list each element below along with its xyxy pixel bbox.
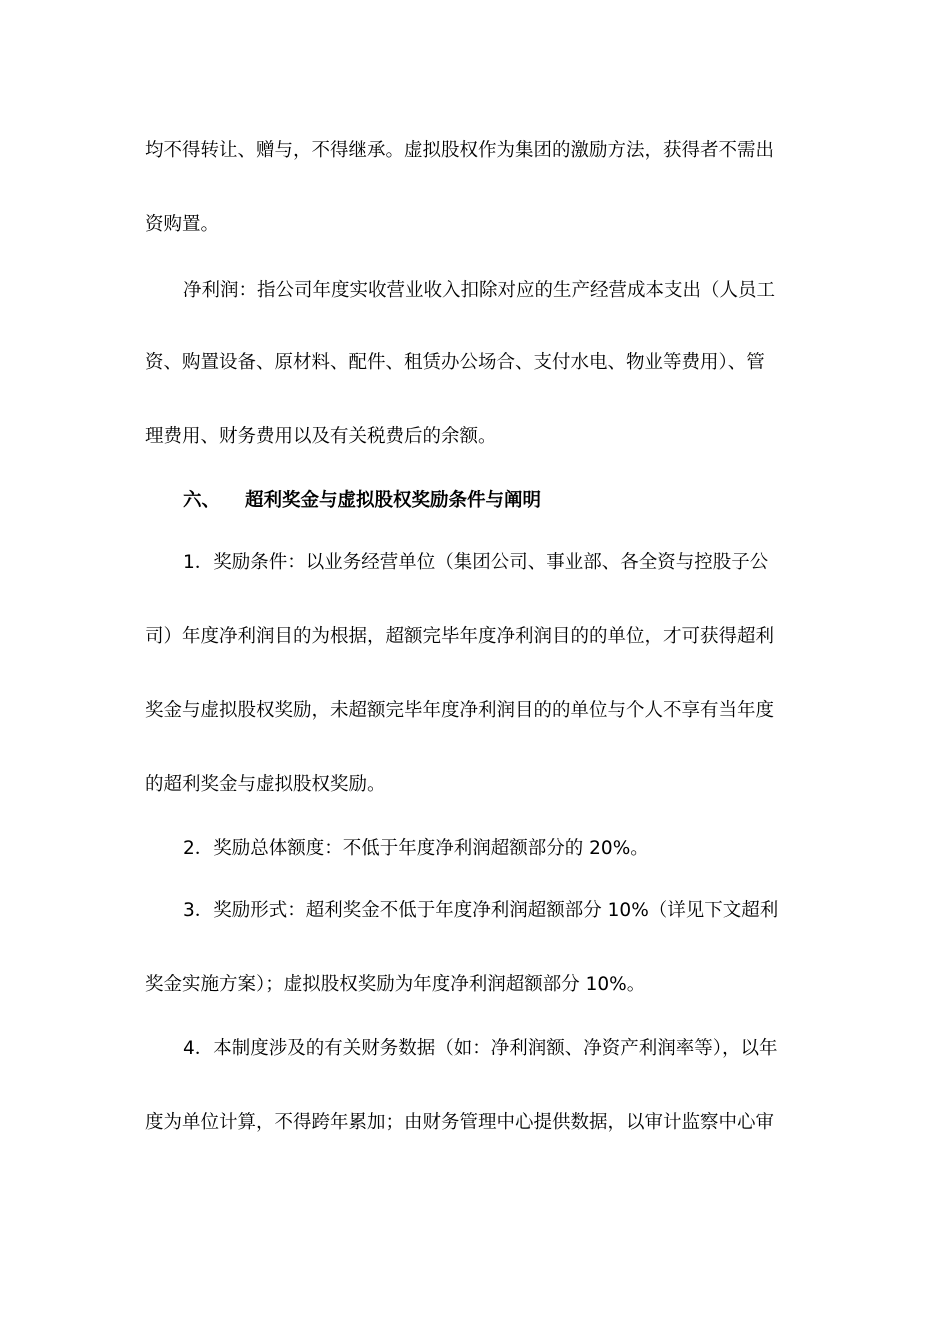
list-item-line: 奖金实施方案）；虚拟股权奖励为年度净利润超额部分 10%。: [145, 974, 646, 995]
list-item-line: 奖金与虚拟股权奖励，未超额完毕年度净利润目的的单位与个人不享有当年度: [145, 700, 775, 721]
section-heading: [183, 488, 810, 514]
list-item-line: 司）年度净利润目的为根据，超额完毕年度净利润目的的单位，才可获得超利: [145, 626, 775, 647]
section-title: 超利奖金与虚拟股权奖励条件与阐明: [245, 490, 542, 511]
list-item-line: 3．奖励形式：超利奖金不低于年度净利润超额部分 10%（详见下文超利: [183, 900, 779, 921]
list-item-line: 1．奖励条件：以业务经营单位（集团公司、事业部、各全资与控股子公: [183, 552, 769, 573]
paragraph-line: 资、购置设备、原材料、配件、租赁办公场合、支付水电、物业等费用）、管: [145, 352, 765, 373]
section-number: 六、: [183, 490, 221, 511]
paragraph-line: 均不得转让、赠与，不得继承。虚拟股权作为集团的激励方法，获得者不需出: [145, 140, 775, 161]
paragraph-line: 资购置。: [145, 214, 220, 235]
paragraph-line: 净利润：指公司年度实收营业收入扣除对应的生产经营成本支出（人员工: [183, 280, 776, 301]
list-item-line: 的超利奖金与虚拟股权奖励。: [145, 774, 386, 795]
list-item-line: 2．奖励总体额度：不低于年度净利润超额部分的 20%。: [183, 838, 649, 859]
list-item-line: 4．本制度涉及的有关财务数据（如：净利润额、净资产利润率等），以年: [183, 1038, 778, 1059]
list-item-line: 度为单位计算，不得跨年累加；由财务管理中心提供数据，以审计监察中心审: [145, 1112, 775, 1133]
paragraph-line: 理费用、财务费用以及有关税费后的余额。: [145, 426, 497, 447]
